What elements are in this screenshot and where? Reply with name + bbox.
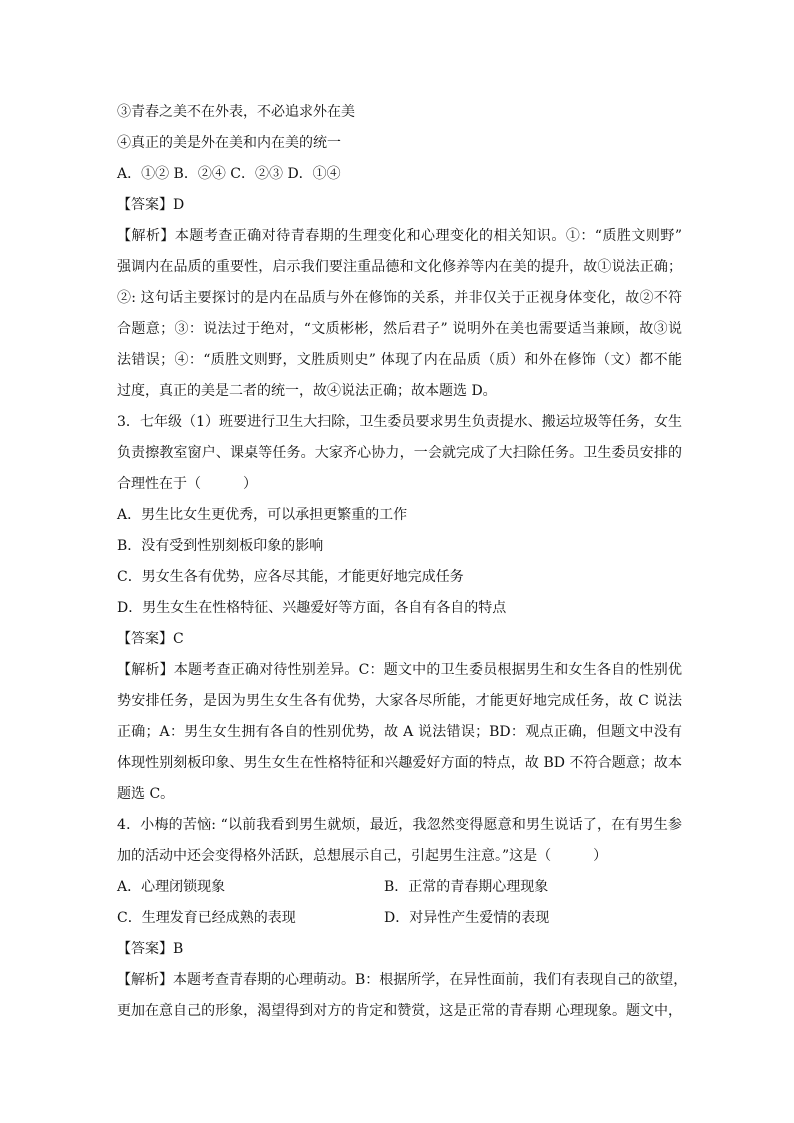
q4-option-d: D．对异性产生爱情的表现 <box>384 910 550 926</box>
q4-options-row-2 <box>117 908 682 928</box>
q2-option-3: ③青春之美不在外表，不必追求外在美 <box>117 104 355 120</box>
q2-analysis-line: 法错误；④：“质胜文则野，文胜质则史” 体现了内在品质（质）和外在修饰（文）都不能 <box>117 352 682 368</box>
q3-analysis-line: 正确；A：男生女生拥有各自的性别优势，故 A 说法错误；BD：观点正确，但题文中没有 <box>117 724 682 740</box>
q3-option-b: B．没有受到性别刻板印象的影响 <box>117 538 324 554</box>
q4-options-row-1 <box>117 877 682 897</box>
q4-answer: 【答案】B <box>117 941 184 957</box>
q2-analysis-line: 【解析】本题考查正确对待青春期的生理变化和心理变化的相关知识。①：“质胜文则野” <box>117 228 682 244</box>
q2-analysis-line: ②: 这句话主要探讨的是内在品质与外在修饰的关系，并非仅关于正视身体变化，故②不符 <box>117 290 682 306</box>
q3-option-a: A．男生比女生更优秀，可以承担更繁重的工作 <box>117 507 408 523</box>
q3-analysis-line: 体现性别刻板印象、男生女生在性格特征和兴趣爱好方面的特点，故 BD 不符合题意；故本 <box>117 755 682 771</box>
q4-option-a: A．心理闭锁现象 <box>117 879 226 895</box>
q2-analysis-line: 合题意；③：说法过于绝对，“文质彬彬，然后君子” 说明外在美也需要适当兼顾，故③说 <box>117 321 682 337</box>
q4-analysis-line: 更加在意自己的形象，渴望得到对方的肯定和赞赏，这是正常的青春期 心理现象。题文中， <box>117 1003 682 1019</box>
q3-analysis-line: 【解析】本题考查正确对待性别差异。C：题文中的卫生委员根据男生和女生各自的性别优 <box>117 662 682 678</box>
q2-analysis-line: 过度，真正的美是二者的统一，故④说法正确；故本题选 D。 <box>117 383 497 399</box>
q3-stem-line: 负责擦教室窗户、课桌等任务。大家齐心协力，一会就完成了大扫除任务。卫生委员安排的 <box>117 445 682 461</box>
q3-analysis-line: 势安排任务，是因为男生女生各有优势，大家各尽所能，才能更好地完成任务，故 C 说法 <box>117 693 682 709</box>
q3-stem-line: 合理性在于（ ） <box>117 476 257 492</box>
q3-answer: 【答案】C <box>117 631 184 647</box>
q4-stem-line: 加的活动中还会变得格外活跃，总想展示自己，引起男生注意。”这是（ ） <box>117 848 608 864</box>
q3-analysis-line: 题选 C。 <box>117 786 175 802</box>
q4-analysis-line: 【解析】本题考查青春期的心理萌动。B：根据所学，在异性面前，我们有表现自己的欲望， <box>117 972 688 988</box>
q2-choices: A．①② B．②④ C．②③ D．①④ <box>117 166 341 182</box>
q3-option-c: C．男女生各有优势，应各尽其能，才能更好地完成任务 <box>117 569 464 585</box>
q2-option-4: ④真正的美是外在美和内在美的统一 <box>117 135 341 151</box>
q2-analysis-line: 强调内在品质的重要性，启示我们要注重品德和文化修养等内在美的提升，故①说法正确； <box>117 259 682 275</box>
q3-option-d: D．男生女生在性格特征、兴趣爱好等方面，各自有各自的特点 <box>117 600 507 616</box>
q3-stem-line: 3．七年级（1）班要进行卫生大扫除，卫生委员要求男生负责提水、搬运垃圾等任务，女生 <box>117 414 682 430</box>
q4-stem-line: 4．小梅的苦恼: “以前我看到男生就烦，最近，我忽然变得愿意和男生说话了，在有男生参 <box>117 817 682 833</box>
q4-option-b: B．正常的青春期心理现象 <box>384 879 549 895</box>
q2-answer: 【答案】D <box>117 197 185 213</box>
q4-option-c: C．生理发育已经成熟的表现 <box>117 910 296 926</box>
